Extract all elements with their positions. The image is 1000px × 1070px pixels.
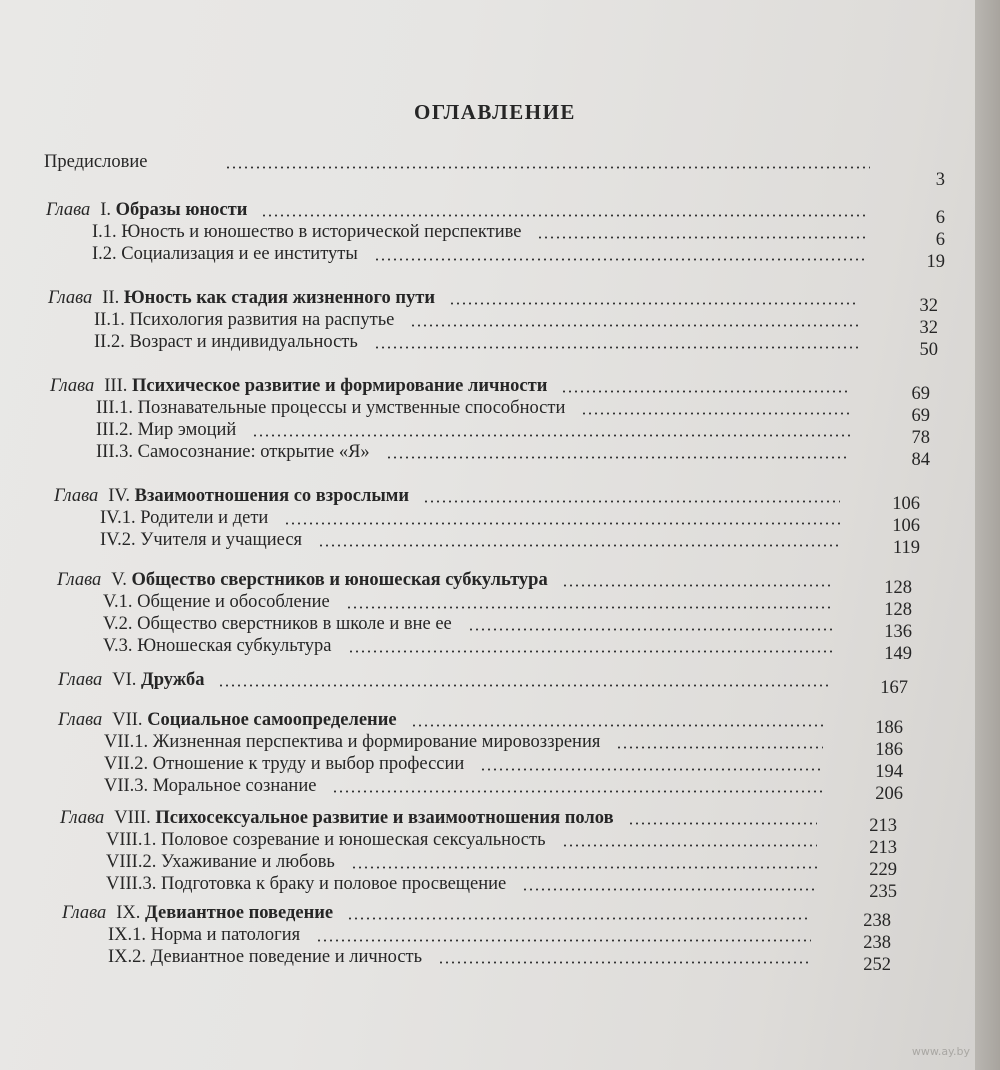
page-number: 6 — [935, 208, 945, 228]
leader-dots — [318, 544, 840, 547]
page-number: 213 — [869, 838, 897, 858]
leader-dots — [480, 768, 823, 771]
toc-section — [0, 754, 975, 782]
leader-dots — [522, 888, 817, 891]
section-label: VIII.1. Половое созревание и юношеская сексуальность — [106, 830, 546, 850]
section-label: III.1. Познавательные процессы и умственные способности — [96, 398, 566, 418]
chapter-number: VI. — [112, 670, 137, 690]
chapter-number: V. — [111, 570, 127, 590]
toc-section — [0, 442, 975, 470]
chapter-title: Дружба — [136, 670, 205, 690]
chapter-title: Юность как стадия жизненного пути — [119, 288, 436, 308]
page-number: 69 — [911, 384, 930, 404]
entry-label: Предисловие — [44, 152, 148, 172]
toc-section — [0, 310, 975, 338]
chapter-number: I. — [100, 200, 112, 220]
page-number: 186 — [875, 718, 903, 738]
section-label: II.2. Возраст и индивидуальность — [94, 332, 358, 352]
page-number: 106 — [892, 494, 920, 514]
section-label: III.2. Мир эмоций — [96, 420, 237, 440]
leader-dots — [225, 166, 870, 169]
chapter-heading — [46, 200, 247, 221]
page-number: 238 — [863, 933, 891, 953]
toc-section — [0, 925, 975, 953]
chapter-title: Общество сверстников и юношеская субкультура — [126, 570, 548, 590]
leader-dots — [347, 917, 811, 920]
page-number: 229 — [869, 860, 897, 880]
page-number: 213 — [869, 816, 897, 836]
section-label: IV.2. Учителя и учащиеся — [100, 530, 303, 550]
leader-dots — [562, 584, 832, 587]
section-label: IX.2. Девиантное поведение и личность — [108, 947, 423, 967]
page-edge — [975, 0, 1000, 1070]
chapter-heading — [48, 288, 435, 309]
watermark: www.ay.by — [911, 1045, 970, 1058]
toc-chapter — [0, 570, 975, 598]
toc-section — [0, 508, 975, 536]
toc-section — [0, 530, 975, 558]
page-number: 235 — [869, 882, 897, 902]
toc-section — [0, 636, 975, 664]
chapter-heading — [57, 570, 548, 591]
leader-dots — [316, 939, 811, 942]
leader-dots — [284, 522, 840, 525]
toc-section — [0, 420, 975, 448]
section-label: VIII.3. Подготовка к браку и половое просвещение — [106, 874, 507, 894]
page-number: 252 — [863, 955, 891, 975]
section-label: I.2. Социализация и ее институты — [92, 244, 358, 264]
leader-dots — [449, 302, 858, 305]
toc-section — [0, 592, 975, 620]
page-number: 149 — [884, 644, 912, 664]
leader-dots — [218, 684, 828, 687]
page-number: 32 — [919, 296, 938, 316]
section-label: VII.2. Отношение к труду и выбор профессии — [104, 754, 465, 774]
chapter-word: Глава — [62, 903, 107, 923]
leader-dots — [348, 650, 832, 653]
chapter-heading — [60, 808, 614, 829]
page-number: 194 — [875, 762, 903, 782]
toc-chapter — [0, 200, 975, 228]
toc-section — [0, 332, 975, 360]
chapter-title: Взаимоотношения со взрослыми — [130, 486, 410, 506]
leader-dots — [537, 236, 865, 239]
leader-dots — [468, 628, 832, 631]
toc-chapter — [0, 903, 975, 931]
chapter-word: Глава — [57, 570, 102, 590]
page-number: 186 — [875, 740, 903, 760]
chapter-title: Социальное самоопределение — [142, 710, 397, 730]
leader-dots — [410, 324, 858, 327]
leader-dots — [332, 790, 823, 793]
page-number: 238 — [863, 911, 891, 931]
page-number: 84 — [911, 450, 930, 470]
toc-section — [0, 398, 975, 426]
toc-chapter — [0, 288, 975, 316]
leader-dots — [562, 844, 817, 847]
section-label: IV.1. Родители и дети — [100, 508, 269, 528]
page-number: 128 — [884, 578, 912, 598]
chapter-number: IV. — [108, 486, 131, 506]
chapter-number: IX. — [116, 903, 141, 923]
page-number: 50 — [919, 340, 938, 360]
section-label: II.1. Психология развития на распутье — [94, 310, 395, 330]
chapter-word: Глава — [58, 710, 103, 730]
leader-dots — [616, 746, 823, 749]
toc-section — [0, 244, 975, 272]
chapter-title: Психосексуальное развитие и взаимоотношения полов — [150, 808, 614, 828]
leader-dots — [628, 822, 817, 825]
chapter-number: II. — [102, 288, 120, 308]
leader-dots — [252, 434, 850, 437]
leader-dots — [261, 214, 865, 217]
chapter-number: VII. — [112, 710, 143, 730]
toc-section — [0, 852, 975, 880]
page-number: 19 — [926, 252, 945, 272]
toc-section — [0, 614, 975, 642]
section-label: V.3. Юношеская субкультура — [103, 636, 332, 656]
section-label: VII.1. Жизненная перспектива и формирование мировоззрения — [104, 732, 601, 752]
chapter-word: Глава — [50, 376, 95, 396]
chapter-word: Глава — [54, 486, 99, 506]
chapter-number: VIII. — [114, 808, 151, 828]
toc-entry-preface — [0, 152, 975, 190]
page-number: 3 — [935, 170, 945, 190]
chapter-word: Глава — [48, 288, 93, 308]
chapter-heading — [58, 710, 397, 731]
leader-dots — [374, 346, 858, 349]
leader-dots — [581, 412, 850, 415]
chapter-word: Глава — [46, 200, 91, 220]
leader-dots — [438, 961, 811, 964]
page-number: 78 — [911, 428, 930, 448]
chapter-title: Девиантное поведение — [140, 903, 334, 923]
section-label: III.3. Самосознание: открытие «Я» — [96, 442, 370, 462]
leader-dots — [386, 456, 850, 459]
toc-section — [0, 947, 975, 975]
toc-chapter — [0, 710, 975, 738]
page-number: 119 — [892, 538, 920, 558]
chapter-title: Образы юности — [111, 200, 248, 220]
section-label: V.2. Общество сверстников в школе и вне ее — [103, 614, 452, 634]
toc-chapter — [0, 376, 975, 404]
chapter-heading — [50, 376, 547, 397]
page-number: 69 — [911, 406, 930, 426]
section-label: IX.1. Норма и патология — [108, 925, 301, 945]
chapter-word: Глава — [60, 808, 105, 828]
toc-section — [0, 732, 975, 760]
section-label: VIII.2. Ухаживание и любовь — [106, 852, 335, 872]
toc-chapter — [0, 808, 975, 836]
leader-dots — [374, 258, 865, 261]
toc-section — [0, 830, 975, 858]
chapter-heading — [58, 670, 204, 691]
page-number: 206 — [875, 784, 903, 804]
leader-dots — [346, 606, 832, 609]
section-label: I.1. Юность и юношество в исторической перспективе — [92, 222, 522, 242]
toc-section — [0, 222, 975, 250]
page-title: ОГЛАВЛЕНИЕ — [414, 100, 576, 124]
leader-dots — [423, 500, 840, 503]
toc-chapter — [0, 486, 975, 514]
page-number: 128 — [884, 600, 912, 620]
page-number: 32 — [919, 318, 938, 338]
section-label: VII.3. Моральное сознание — [104, 776, 317, 796]
chapter-number: III. — [104, 376, 128, 396]
chapter-word: Глава — [58, 670, 103, 690]
leader-dots — [411, 724, 823, 727]
toc-section — [0, 776, 975, 804]
page-number: 136 — [884, 622, 912, 642]
page-number: 6 — [935, 230, 945, 250]
leader-dots — [351, 866, 817, 869]
leader-dots — [561, 390, 850, 393]
section-label: V.1. Общение и обособление — [103, 592, 330, 612]
page-number: 167 — [880, 678, 908, 698]
chapter-heading — [62, 903, 333, 924]
toc-section — [0, 874, 975, 902]
page-number: 106 — [892, 516, 920, 536]
chapter-heading — [54, 486, 409, 507]
chapter-title: Психическое развитие и формирование личности — [127, 376, 548, 396]
toc-chapter — [0, 670, 975, 698]
